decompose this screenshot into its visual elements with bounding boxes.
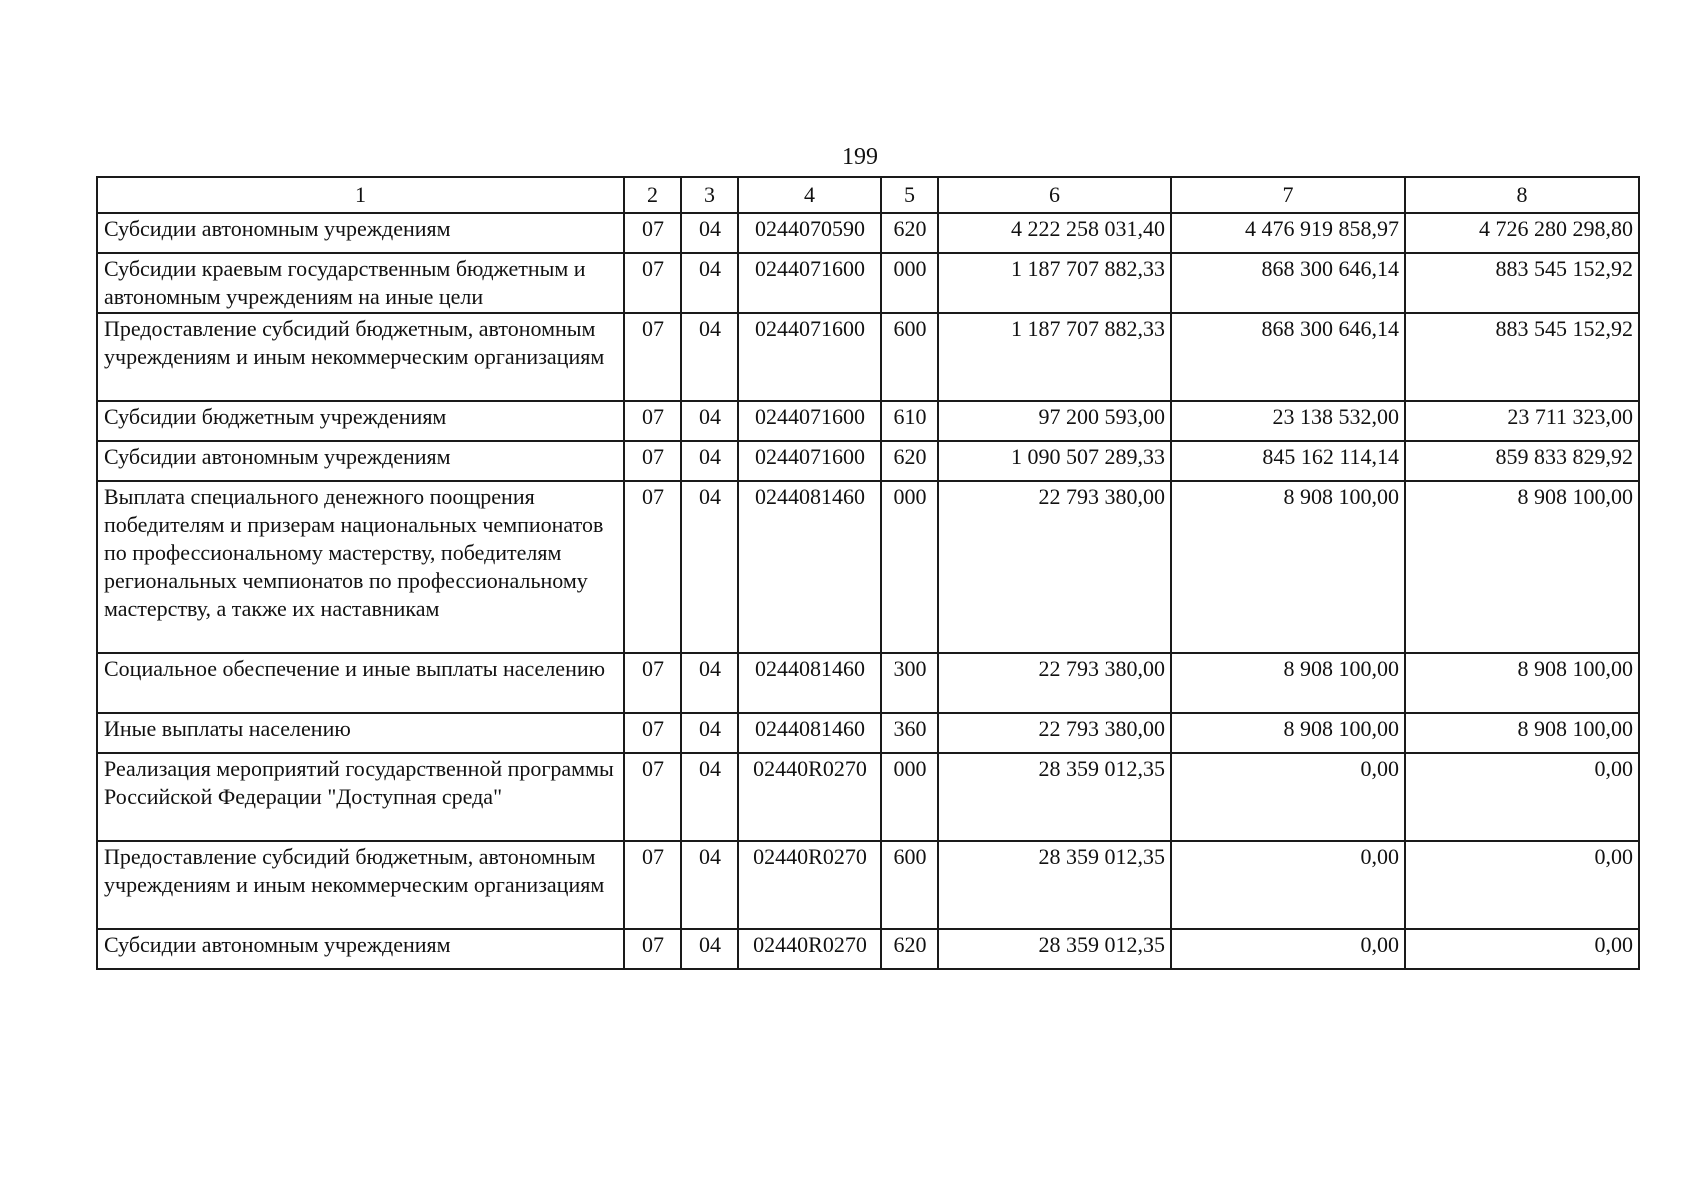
row-subsection: 04 [681,653,738,713]
row-name: Выплата специального денежного поощрения победителям и призерам национальных чемпионатов по профессиональному мастерству, победителям региональных чемпионатов по профессиональному мастерству, а также их наставникам [97,481,624,653]
row-section: 07 [624,929,681,969]
row-amount-8: 0,00 [1405,929,1639,969]
row-name: Реализация мероприятий государственной программы Российской Федерации "Доступная среда" [97,753,624,841]
table-row [97,213,1639,253]
row-section: 07 [624,841,681,929]
row-amount-6: 28 359 012,35 [938,929,1171,969]
row-section: 07 [624,713,681,753]
row-name: Социальное обеспечение и иные выплаты населению [97,653,624,713]
table-row [97,481,1639,653]
table-row [97,441,1639,481]
row-section: 07 [624,753,681,841]
row-target: 02440R0270 [738,753,881,841]
row-type: 600 [881,313,938,401]
row-amount-6: 28 359 012,35 [938,753,1171,841]
row-amount-7: 8 908 100,00 [1171,481,1405,653]
row-amount-7: 868 300 646,14 [1171,253,1405,313]
row-section: 07 [624,441,681,481]
row-subsection: 04 [681,441,738,481]
row-target: 0244081460 [738,713,881,753]
col-header-3: 3 [681,177,738,213]
row-amount-6: 97 200 593,00 [938,401,1171,441]
col-header-5: 5 [881,177,938,213]
row-type: 610 [881,401,938,441]
row-name: Субсидии краевым государственным бюджетным и автономным учреждениям на иные цели [97,253,624,313]
row-subsection: 04 [681,401,738,441]
row-subsection: 04 [681,929,738,969]
row-amount-6: 4 222 258 031,40 [938,213,1171,253]
row-target: 0244071600 [738,401,881,441]
row-amount-8: 859 833 829,92 [1405,441,1639,481]
row-amount-6: 1 187 707 882,33 [938,253,1171,313]
row-subsection: 04 [681,713,738,753]
col-header-7: 7 [1171,177,1405,213]
row-target: 02440R0270 [738,841,881,929]
row-target: 0244071600 [738,253,881,313]
budget-table [96,176,1640,970]
row-amount-7: 868 300 646,14 [1171,313,1405,401]
col-header-4: 4 [738,177,881,213]
row-amount-7: 0,00 [1171,841,1405,929]
row-name: Предоставление субсидий бюджетным, автономным учреждениям и иным некоммерческим организациям [97,313,624,401]
table-row [97,713,1639,753]
col-header-6: 6 [938,177,1171,213]
row-name: Субсидии бюджетным учреждениям [97,401,624,441]
row-target: 0244081460 [738,481,881,653]
header-row [97,177,1639,213]
row-amount-7: 845 162 114,14 [1171,441,1405,481]
row-amount-7: 8 908 100,00 [1171,713,1405,753]
row-section: 07 [624,401,681,441]
row-amount-7: 4 476 919 858,97 [1171,213,1405,253]
row-type: 360 [881,713,938,753]
row-amount-8: 8 908 100,00 [1405,481,1639,653]
row-amount-8: 4 726 280 298,80 [1405,213,1639,253]
row-name: Субсидии автономным учреждениям [97,441,624,481]
row-amount-6: 1 187 707 882,33 [938,313,1171,401]
row-amount-7: 0,00 [1171,753,1405,841]
row-target: 0244070590 [738,213,881,253]
row-amount-6: 22 793 380,00 [938,481,1171,653]
table-row [97,401,1639,441]
table-row [97,313,1639,401]
row-amount-7: 23 138 532,00 [1171,401,1405,441]
col-header-8: 8 [1405,177,1639,213]
row-type: 300 [881,653,938,713]
row-amount-6: 22 793 380,00 [938,653,1171,713]
row-amount-7: 8 908 100,00 [1171,653,1405,713]
row-section: 07 [624,253,681,313]
row-name: Предоставление субсидий бюджетным, автономным учреждениям и иным некоммерческим организациям [97,841,624,929]
row-subsection: 04 [681,753,738,841]
row-type: 000 [881,481,938,653]
row-amount-6: 1 090 507 289,33 [938,441,1171,481]
row-amount-8: 23 711 323,00 [1405,401,1639,441]
row-name: Субсидии автономным учреждениям [97,213,624,253]
row-type: 000 [881,253,938,313]
row-amount-7: 0,00 [1171,929,1405,969]
row-name: Иные выплаты населению [97,713,624,753]
row-subsection: 04 [681,313,738,401]
row-subsection: 04 [681,841,738,929]
row-amount-8: 0,00 [1405,753,1639,841]
table-row [97,841,1639,929]
table-row [97,253,1639,313]
row-amount-8: 883 545 152,92 [1405,313,1639,401]
row-type: 620 [881,213,938,253]
row-amount-8: 8 908 100,00 [1405,713,1639,753]
table-row [97,653,1639,713]
row-type: 600 [881,841,938,929]
table-row [97,753,1639,841]
row-section: 07 [624,481,681,653]
row-type: 000 [881,753,938,841]
row-amount-8: 883 545 152,92 [1405,253,1639,313]
row-subsection: 04 [681,213,738,253]
row-subsection: 04 [681,253,738,313]
row-type: 620 [881,441,938,481]
row-section: 07 [624,213,681,253]
row-target: 0244081460 [738,653,881,713]
row-subsection: 04 [681,481,738,653]
row-amount-8: 8 908 100,00 [1405,653,1639,713]
row-amount-6: 22 793 380,00 [938,713,1171,753]
col-header-1: 1 [97,177,624,213]
table-row [97,929,1639,969]
row-amount-6: 28 359 012,35 [938,841,1171,929]
row-target: 02440R0270 [738,929,881,969]
row-name: Субсидии автономным учреждениям [97,929,624,969]
col-header-2: 2 [624,177,681,213]
row-type: 620 [881,929,938,969]
row-amount-8: 0,00 [1405,841,1639,929]
row-section: 07 [624,313,681,401]
page-number: 199 [842,144,878,170]
row-target: 0244071600 [738,441,881,481]
row-target: 0244071600 [738,313,881,401]
row-section: 07 [624,653,681,713]
